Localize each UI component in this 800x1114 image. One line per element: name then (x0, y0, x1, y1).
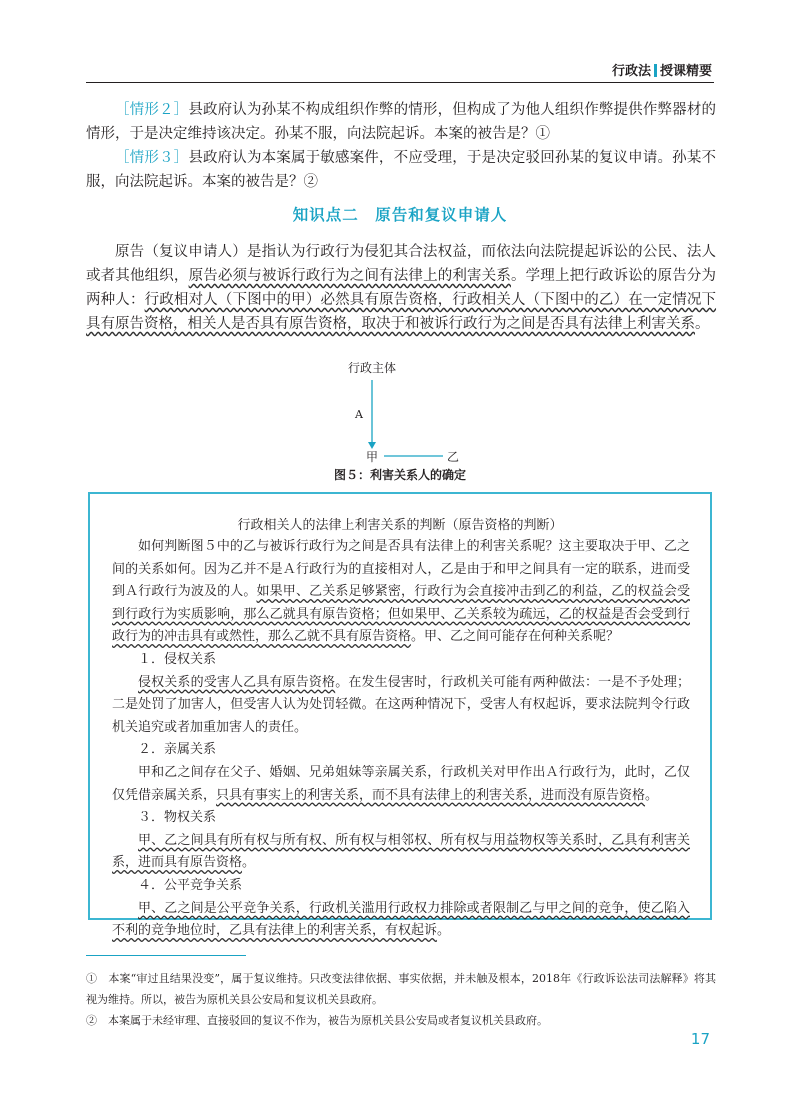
box-s3-underlined: 甲、乙之间具有所有权与所有权、所有权与相邻权、所有权与用益物权等关系时，乙具有利害关系，进而具有原告资格 (112, 832, 690, 871)
case-3-paragraph (86, 146, 716, 194)
intro-text-c: 。学理上把行政诉讼的原告分为两种人： (86, 268, 717, 308)
case-2-paragraph (86, 98, 716, 146)
case-2-text: 县政府认为孙某不构成组织作弊的情形，但构成了为他人组织作弊提供作弊器材的情形，于是决定维持该决定。孙某不服，向法院起诉。本案的被告是？① (86, 102, 716, 142)
box-paragraph-4 (112, 830, 690, 875)
intro-underlined-d: 行政相对人（下图中的甲）必然具有原告资格，行政相关人（下图中的乙）在一定情况下具有原告资格，相关人是否具有原告资格，取决于和被诉行政行为之间是否具有法律上利害关系 (86, 292, 717, 332)
box-heading-2: ２．亲属关系 (138, 742, 217, 758)
box-s2-text-a: 甲和乙之间存在父子、婚姻、兄弟姐妹等亲属关系，行政机关对甲作出Ａ行政行为，此时，乙仅仅凭借亲属关系， (112, 764, 690, 803)
box-title: 行政相关人的法律上利害关系的判断（原告资格的判断） (237, 518, 563, 533)
footnote-2 (86, 1010, 716, 1031)
box-paragraph-5 (112, 898, 690, 943)
box-heading-4: ４．公平竞争关系 (138, 877, 243, 893)
running-header (612, 60, 712, 79)
diagram-arrow-label: A (355, 408, 363, 421)
footnote-1-mark: ① (86, 972, 98, 985)
page-number: 17 (690, 1030, 710, 1048)
box-paragraph-2 (112, 672, 690, 740)
footnotes (86, 968, 716, 1031)
info-box (88, 492, 712, 939)
diagram-admin-subject: 行政主体 (347, 361, 397, 375)
box-p1-underlined: 如果甲、乙关系足够紧密，行政行为会直接冲击到乙的利益，乙的权益会受到行政行为实质影响，那么乙就具有原告资格；但如果甲、乙关系较为疏远，乙的权益是否会受到行政行为的冲击具有或然性，那么乙就不具有原告资格 (112, 584, 690, 645)
box-p1-text-a: 如何判断图５中的乙与被诉行政行为之间是否具有法律上的利害关系呢？这主要取决于甲、乙之间的关系如何。因为乙并不是Ａ行政行为的直接相对人，乙是由于和甲之间具有一定的联系，进而受到Ａ行政行为波及的人。 (112, 539, 690, 600)
box-paragraph-1 (112, 536, 690, 649)
relationship-diagram (300, 358, 500, 466)
footnote-2-text: 本案属于未经审理、直接驳回的复议不作为，被告为原机关县公安局或者复议机关县政府。 (108, 1014, 548, 1027)
section-title: 知识点二 原告和复议申请人 (292, 206, 508, 224)
box-s1-text: 。在发生侵害时，行政机关可能有两种做法：一是不予处理；二是处罚了加害人，但受害人认为处罚轻微。在这两种情况下，受害人有权起诉，要求法院判令行政机关追究或者加重加害人的责任。 (112, 674, 690, 735)
intro-paragraph (86, 240, 716, 336)
figure-caption: 图５：利害关系人的确定 (333, 468, 466, 482)
box-body (112, 536, 690, 943)
diagram-party-jia: 甲 (365, 450, 379, 464)
header-divider (654, 64, 657, 77)
intro-text-a: 原告（复议申请人）是指认为行政行为侵犯其合法权益，而依法向法院提起诉讼的公民、法人或者其他组织， (86, 244, 716, 284)
box-s3-text: 。 (242, 855, 256, 871)
box-heading-1: １．侵权关系 (138, 651, 217, 667)
case-2-tag: ［情形２］ (115, 102, 189, 118)
case-3-text: 县政府认为本案属于敏感案件，不应受理，于是决定驳回孙某的复议申请。孙某不服，向法院起诉。本案的被告是？② (86, 150, 716, 190)
intro-underlined-b: 原告必须与被诉行政行为之间有法律上的利害关系 (188, 268, 511, 284)
diagram-party-yi: 乙 (446, 450, 460, 464)
box-s4-text: 。 (437, 923, 451, 939)
footnote-rule (86, 955, 246, 956)
footnote-1 (86, 968, 716, 1010)
case-3-tag: ［情形３］ (115, 150, 189, 166)
box-s2-underlined: 只具有事实上的利害关系，而不具有法律上的利害关系，进而没有原告资格 (216, 787, 646, 803)
box-s2-text-c: 。 (645, 787, 659, 803)
header-section: 授课精要 (659, 64, 712, 79)
diagram-arrow-head (368, 442, 376, 449)
box-s1-underlined: 侵权关系的受害人乙具有原告资格 (138, 674, 336, 690)
box-p1-text-c: 。甲、乙之间可能存在何种关系呢？ (411, 629, 620, 645)
box-heading-3: ３．物权关系 (138, 810, 217, 826)
box-paragraph-3 (112, 762, 690, 807)
footnote-1-text: 本案“审过且结果没变”，属于复议维持。只改变法律依据、事实依据，并未触及根本，2018年《行政诉讼法司法解释》将其视为维持。所以，被告为原机关县公安局和复议机关县政府。 (86, 972, 717, 1006)
box-s4-underlined: 甲、乙之间是公平竞争关系，行政机关滥用行政权力排除或者限制乙与甲之间的竞争，使乙陷入不利的竞争地位时，乙具有法律上的利害关系，有权起诉 (112, 900, 690, 939)
intro-text-e: 。 (695, 316, 710, 332)
header-rule (86, 82, 714, 83)
header-book: 行政法 (611, 64, 651, 79)
footnote-2-mark: ② (86, 1014, 97, 1027)
